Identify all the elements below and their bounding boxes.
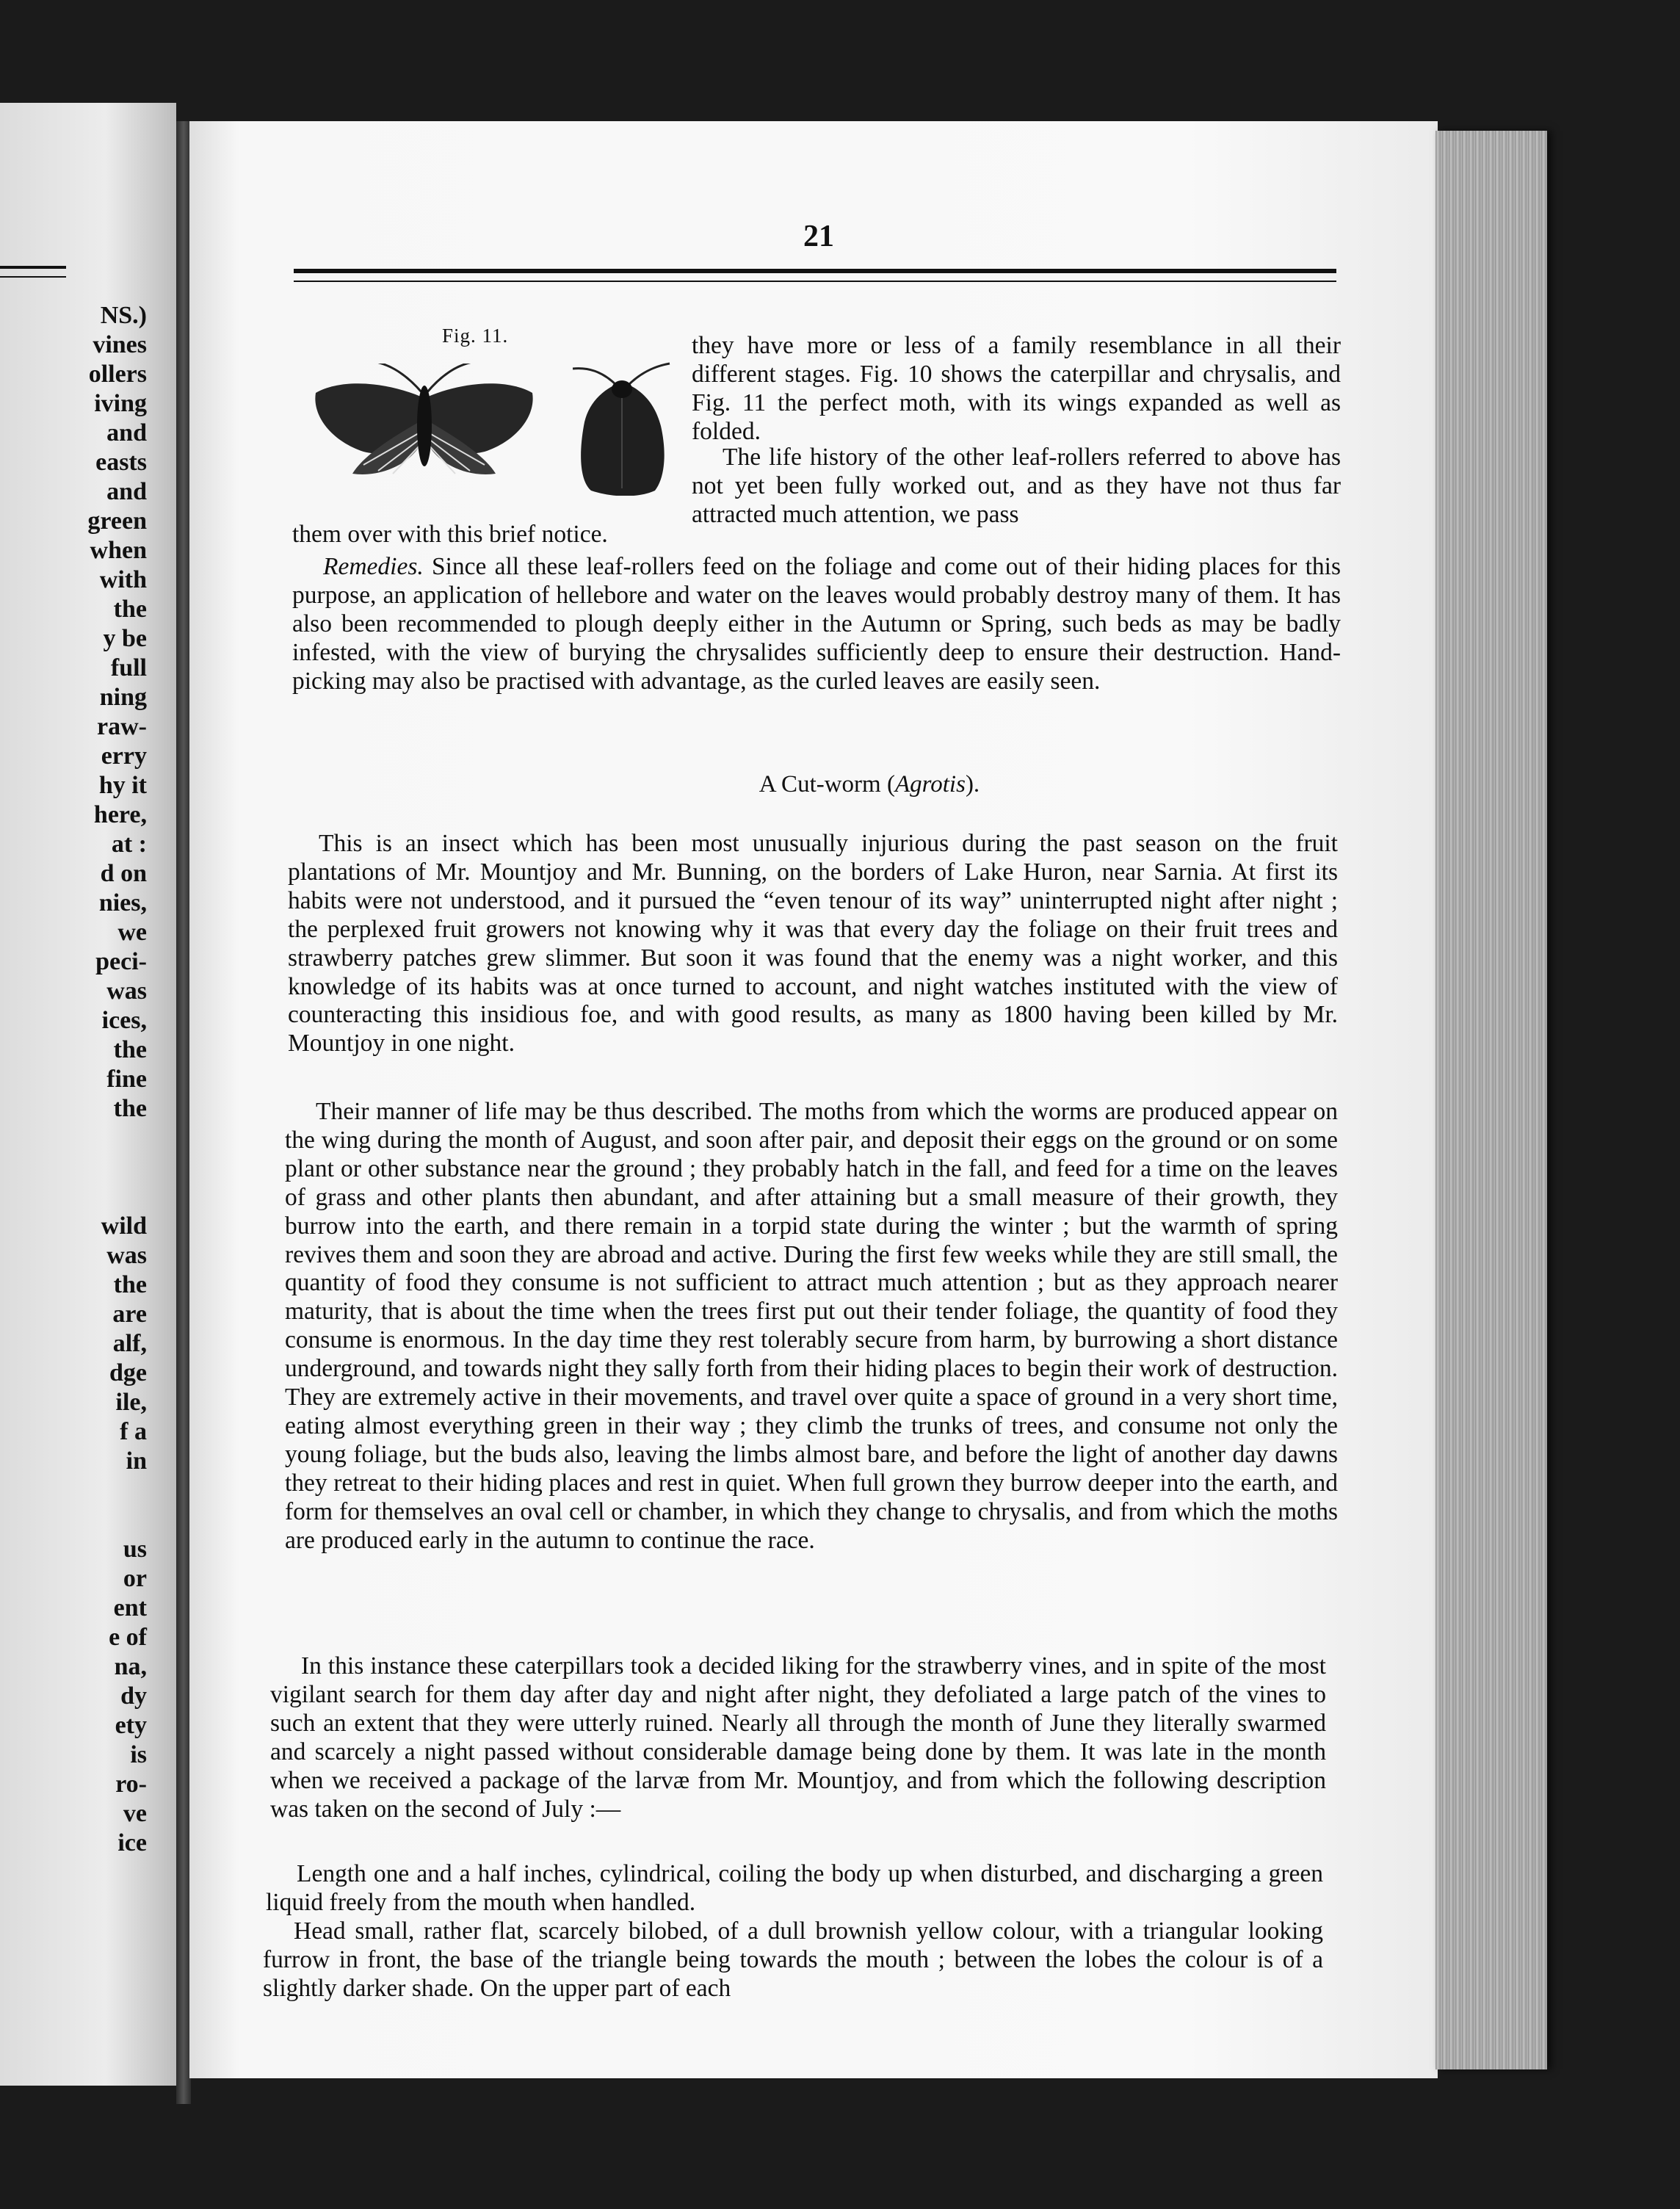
- paragraph-remedies: [292, 553, 1341, 696]
- left-page-fragment: [0, 103, 176, 2086]
- left-page-fragment-line: wild: [101, 1212, 147, 1240]
- left-page-fragment-line: ro-: [115, 1771, 147, 1798]
- paragraph-life-history: The life history of the other leaf-rollers referred to above has not yet been fully worked out, and as they have not thus far attracted much attention, we pass: [692, 444, 1341, 528]
- moth-wings-folded-icon: [573, 360, 672, 496]
- left-page-fragment-line: ice: [117, 1829, 147, 1856]
- left-page-fragment-line: or: [123, 1565, 147, 1592]
- section-heading-prefix: A Cut-worm (: [758, 771, 895, 798]
- left-page-fragment-line: ent: [113, 1594, 147, 1622]
- left-page-fragment-line: the: [113, 1271, 147, 1298]
- left-page-fragment-line: is: [130, 1741, 147, 1768]
- left-page-fragment-line: [87, 1505, 147, 1535]
- left-page-fragment-line: f a: [120, 1418, 147, 1445]
- left-page-fragment-line: the: [113, 1095, 147, 1122]
- page-number: 21: [803, 220, 834, 253]
- page-edges: [1435, 131, 1547, 2069]
- left-page-fragment-line: [87, 1124, 147, 1153]
- left-page-fragment-line: in: [126, 1447, 147, 1475]
- paragraph-description-head: Head small, rather flat, scarcely bilobed, of a dull brownish yellow colour, with a triangular looking furrow in front, the base of the triangle being towards the mouth ; between the lobes the colour is of a slightly darker shade. On the upper part of each: [263, 1917, 1323, 2002]
- remedies-text: Since all these leaf-rollers feed on the foliage and come out of their hiding places for this purpose, an application of hellebore and water on the leaves would probably destroy many of them. It has also been recommended to plough deeply either in the Autumn or Spring, such beds as may be badly infested, with the view of burying the chrysalides sufficiently deep to ensure their destruction. Hand-picking may also be practised with advantage, as the curled leaves are easily seen.: [292, 553, 1341, 695]
- paragraph-intro: they have more or less of a family resemblance in all their different stages. Fig. 10 shows the caterpillar and chrysalis, and Fig. 11 the perfect moth, with its wings expanded as well as folded.: [692, 332, 1341, 445]
- left-page-fragment-line: [87, 1182, 147, 1212]
- paragraph-life-history-continued: them over with this brief notice.: [292, 521, 608, 548]
- left-page-fragment-line: [87, 1476, 147, 1505]
- left-page-fragment-line: nies,: [98, 889, 147, 916]
- left-page-fragment-line: here,: [93, 801, 147, 828]
- left-page-fragment-line: hy it: [98, 772, 147, 799]
- left-page-fragment-line: the: [113, 596, 147, 623]
- left-page-fragment-line: peci-: [95, 948, 147, 975]
- left-page-fragment-line: iving: [94, 390, 147, 417]
- left-page-fragment-line: full: [110, 654, 147, 682]
- left-page-fragment-line: and: [106, 478, 147, 505]
- left-page-fragment-line: [87, 1153, 147, 1182]
- left-page-fragment-line: ve: [123, 1800, 147, 1827]
- left-page-fragment-line: na,: [114, 1653, 147, 1680]
- header-rule: [294, 269, 1336, 282]
- left-page-fragment-line: dy: [120, 1682, 147, 1710]
- paragraph-cutworm-instance: In this instance these caterpillars took a decided liking for the strawberry vines, and in spite of the most vigilant search for them day after day and night after night, they defoliated a large patch of the vines to such an extent that they were utterly ruined. Nearly all through the month of June they literally swarmed and scarcely a night passed without considerable damage being done by them. It was late in the month when we received a package of the larvæ from Mr. Mountjoy, and from which the following description was taken on the second of July :—: [270, 1652, 1326, 1823]
- book-gutter: [176, 121, 191, 2104]
- left-page-header-rule: [0, 266, 66, 278]
- left-page-fragment-line: dge: [109, 1359, 147, 1386]
- left-page-fragment-line: y be: [103, 625, 147, 652]
- left-page-fragment-line: was: [106, 977, 147, 1005]
- left-page-fragment-line: and: [106, 419, 147, 446]
- left-page-fragment-line: are: [112, 1301, 147, 1328]
- left-page-fragment-line: d on: [100, 860, 147, 887]
- paragraph-cutworm-intro: This is an insect which has been most unusually injurious during the past season on the fruit plantations of Mr. Mountjoy and Mr. Bunning, on the borders of Lake Huron, near Sarnia. At first its habits were not understood, and it pursued the “even tenour of its way” uninterrupted night after night ; the perplexed fruit growers not knowing why it was that every day the foliage on their fruit trees and strawberry patches grew slimmer. But soon it was found that the enemy was a night worker, and this knowledge of its habits was at once turned to account, and night watches instituted with the view of counteracting this insidious foe, and with good results, as many as 1800 having been killed by Mr. Mountjoy in one night.: [288, 830, 1338, 1058]
- left-page-text-fragments: [87, 301, 147, 1858]
- left-page-fragment-line: fine: [106, 1066, 147, 1093]
- left-page-fragment-line: when: [90, 537, 147, 564]
- left-page-fragment-line: ollers: [88, 361, 147, 388]
- remedies-label: Remedies.: [323, 553, 424, 580]
- left-page-fragment-line: at :: [111, 831, 147, 858]
- left-page-fragment-line: ices,: [101, 1007, 147, 1034]
- paragraph-description-length: Length one and a half inches, cylindrical, coiling the body up when disturbed, and discharging a green liquid freely from the mouth when handled.: [266, 1860, 1323, 1916]
- left-page-fragment-line: NS.): [100, 302, 147, 329]
- left-page-fragment-line: we: [117, 919, 147, 946]
- left-page-fragment-line: easts: [95, 449, 147, 476]
- section-heading: [0, 771, 1680, 798]
- left-page-fragment-line: alf,: [112, 1330, 147, 1357]
- left-page-fragment-line: ety: [115, 1712, 147, 1739]
- left-page-fragment-line: e of: [109, 1624, 147, 1651]
- left-page-fragment-line: the: [113, 1036, 147, 1063]
- paragraph-cutworm-life: Their manner of life may be thus described. The moths from which the worms are produced appear on the wing during the month of August, and soon after pair, and deposit their eggs on the ground or on some plant or other substance near the ground ; they probably hatch in the fall, and feed for a time on the leaves of grass and other plants then abundant, and after attaining but a small measure of their growth, they burrow into the earth, and there remain in a torpid state during the winter ; but the warmth of spring revives them and soon they are abroad and active. During the first few weeks while they are still small, the quantity of food they consume is not sufficient to attract much attention ; but as they approach nearer maturity, that is about the time when the trees first put out their tender foliage, the quantity of food they consume is enormous. In the day time they rest tolerably secure from harm, by burrowing a short distance underground, and towards night they sally forth from their hiding places to begin their work of destruction. They are extremely active in their movements, and travel over quite a space of ground in a very short time, eating almost everything green in their way ; they climb the trunks of trees, and consume not only the young foliage, but the buds also, leaving the limbs almost bare, and before the light of another day dawns they retreat to their hiding places and rest in quiet. When full grown they burrow deeper into the earth, and form for themselves an oval cell or chamber, in which they change to chrysalis, and from which the moths are produced early in the autumn to continue the race.: [285, 1098, 1338, 1554]
- left-page-fragment-line: erry: [101, 742, 147, 770]
- left-page-fragment-line: ile,: [115, 1389, 147, 1416]
- left-page-fragment-line: was: [106, 1242, 147, 1269]
- left-page-fragment-line: ning: [99, 684, 147, 711]
- section-heading-latin: Agrotis: [894, 771, 966, 798]
- figure-caption: Fig. 11.: [442, 325, 509, 347]
- moth-wings-spread-icon: [312, 364, 536, 481]
- left-page-fragment-line: us: [123, 1536, 147, 1563]
- left-page-fragment-line: raw-: [97, 713, 147, 740]
- left-page-fragment-line: green: [87, 507, 147, 535]
- left-page-fragment-line: with: [99, 566, 147, 593]
- left-page-fragment-line: vines: [93, 331, 147, 358]
- section-heading-suffix: ).: [965, 771, 980, 798]
